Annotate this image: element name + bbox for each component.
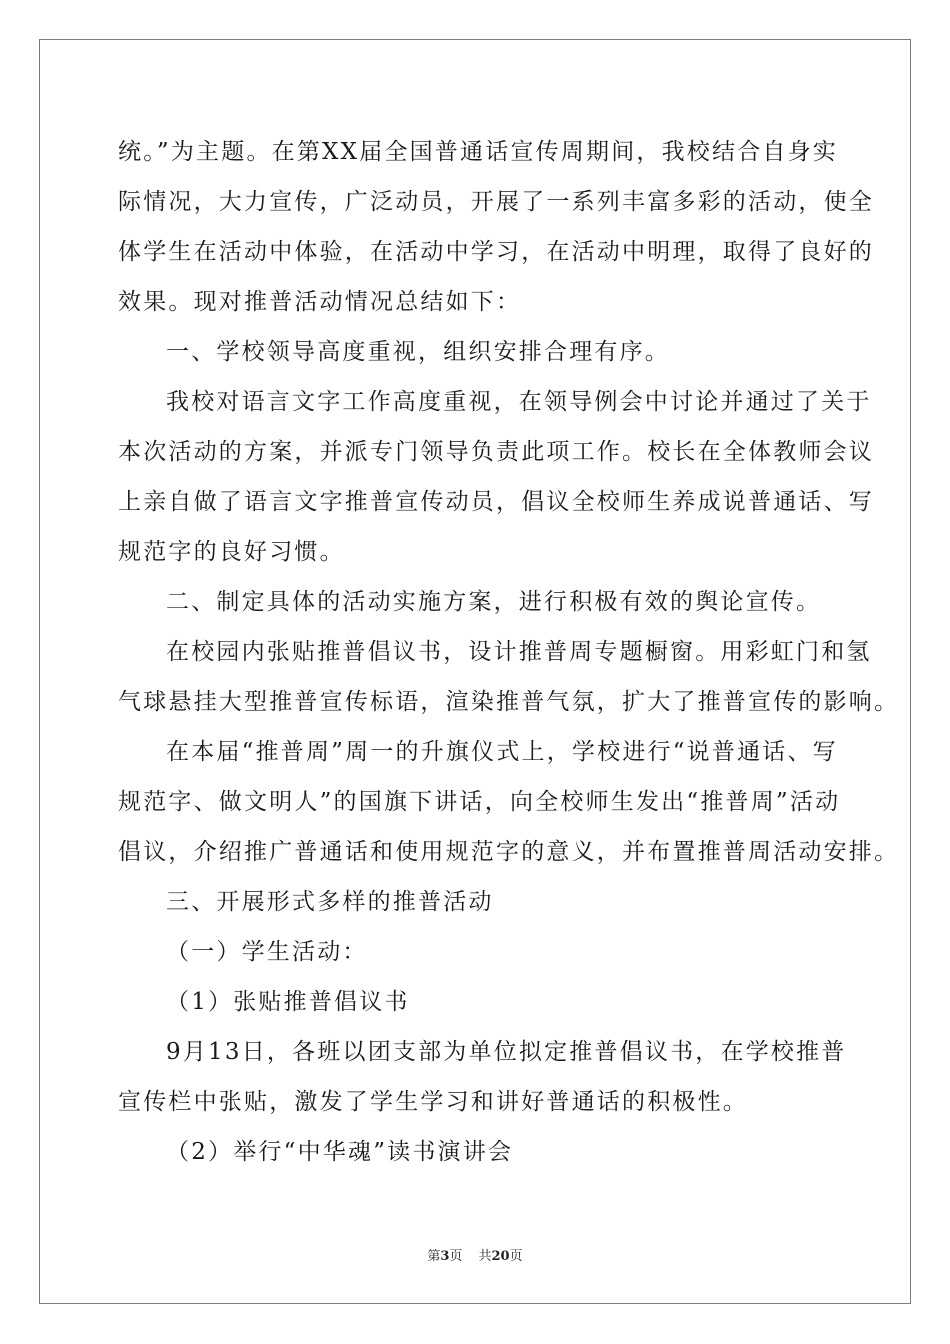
text-line: 规范字、做文明人”的国旗下讲话，向全校师生发出“推普周”活动 <box>118 789 841 815</box>
text-line: 三、开展形式多样的推普活动 <box>166 889 494 915</box>
paragraph <box>118 377 874 577</box>
page-total: 20 <box>491 1249 510 1264</box>
text-line: 体学生在活动中体验，在活动中学习，在活动中明理，取得了良好的 <box>118 239 874 265</box>
page-prefix: 第 <box>427 1249 441 1264</box>
total-suffix: 页 <box>509 1249 523 1264</box>
text-line: （一）学生活动： <box>166 939 368 965</box>
page-number: 3 <box>440 1249 450 1264</box>
text-line: （1）张贴推普倡议书 <box>166 989 410 1015</box>
text-line: 宣传栏中张贴，激发了学生学习和讲好普通话的积极性。 <box>118 1089 748 1115</box>
text-line: 气球悬挂大型推普宣传标语，渲染推普气氛，扩大了推普宣传的影响。 <box>118 689 900 715</box>
paragraph <box>118 1027 847 1127</box>
text-line: 我校对语言文字工作高度重视，在领导例会中讨论并通过了关于 <box>166 389 872 415</box>
subheading <box>118 927 838 977</box>
text-line: （2）举行“中华魂”读书演讲会 <box>166 1139 514 1165</box>
text-line: 倡议，介绍推广普通话和使用规范字的意义，并布置推普周活动安排。 <box>118 839 900 865</box>
subheading <box>118 1127 838 1177</box>
text-line: 一、学校领导高度重视，组织安排合理有序。 <box>166 339 670 365</box>
page-suffix: 页 <box>449 1249 463 1264</box>
paragraph <box>118 727 900 877</box>
text-line: 在本届“推普周”周一的升旗仪式上，学校进行“说普通话、写 <box>166 739 838 765</box>
paragraph <box>118 127 874 327</box>
text-line: 本次活动的方案，并派专门领导负责此项工作。校长在全体教师会议 <box>118 439 874 465</box>
text-line: 上亲自做了语言文字推普宣传动员，倡议全校师生养成说普通话、写 <box>118 489 874 515</box>
section-heading-3 <box>118 877 838 927</box>
subheading <box>118 977 838 1027</box>
section-heading-2 <box>118 577 838 627</box>
text-line: 9月13日，各班以团支部为单位拟定推普倡议书，在学校推普 <box>166 1039 847 1065</box>
document-body <box>118 127 900 1177</box>
text-line: 统。”为主题。在第XX届全国普通话宣传周期间，我校结合自身实 <box>118 139 839 165</box>
text-line: 规范字的良好习惯。 <box>118 539 345 565</box>
paragraph <box>118 627 900 727</box>
page-footer <box>0 1245 950 1264</box>
text-line: 二、制定具体的活动实施方案，进行积极有效的舆论宣传。 <box>166 589 822 615</box>
text-line: 际情况，大力宣传，广泛动员，开展了一系列丰富多彩的活动，使全 <box>118 189 874 215</box>
total-prefix: 共 <box>478 1249 492 1264</box>
section-heading-1 <box>118 327 838 377</box>
text-line: 效果。现对推普活动情况总结如下： <box>118 289 522 315</box>
text-line: 在校园内张贴推普倡议书，设计推普周专题橱窗。用彩虹门和氢 <box>166 639 872 665</box>
